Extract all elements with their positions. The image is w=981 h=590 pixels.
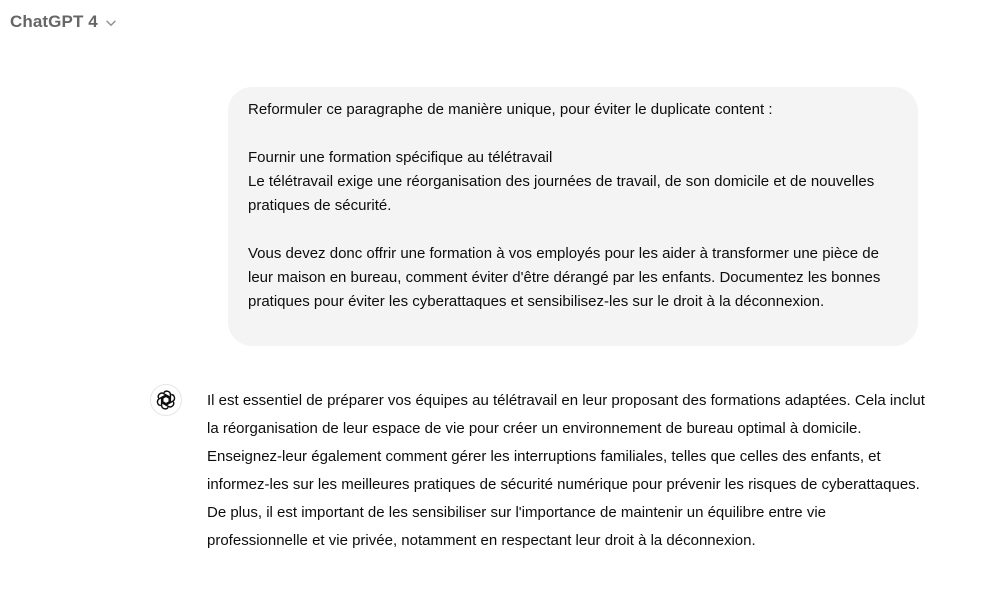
model-selector[interactable] [10, 12, 118, 32]
openai-logo-icon [150, 384, 182, 416]
model-label: ChatGPT 4 [10, 12, 98, 31]
user-message-paragraph: Fournir une formation spécifique au télétravail Le télétravail exige une réorganisation des journées de travail, de son domicile et de nouvelles pratiques de sécurité. [248, 149, 875, 214]
user-message-paragraph: Vous devez donc offrir une formation à vos employés pour les aider à transformer une pièce de leur maison en bureau, comment éviter d'être dérangé par les enfants. Documentez les bonnes pratiques pour éviter les cyberattaques et sensibilisez-les sur le droit à la déconnexion. [248, 245, 881, 310]
user-message-paragraph: Reformuler ce paragraphe de manière unique, pour éviter le duplicate content : [248, 101, 773, 118]
chevron-down-icon [104, 16, 118, 30]
user-message [228, 87, 918, 346]
assistant-message: Il est essentiel de préparer vos équipes au télétravail en leur proposant des formations adaptées. Cela inclut la réorganisation de leur espace de vie pour créer un environnement de bureau optimal à domicile. Enseignez-leur également comment gérer les interruptions familiales, telles que celles des enfants, et informez-les sur les meilleures pratiques de sécurité numérique pour prévenir les risques de cyberattaques. De plus, il est important de les sensibiliser sur l'importance de maintenir un équilibre entre vie professionnelle et vie privée, notamment en respectant leur droit à la déconnexion. [207, 392, 925, 549]
